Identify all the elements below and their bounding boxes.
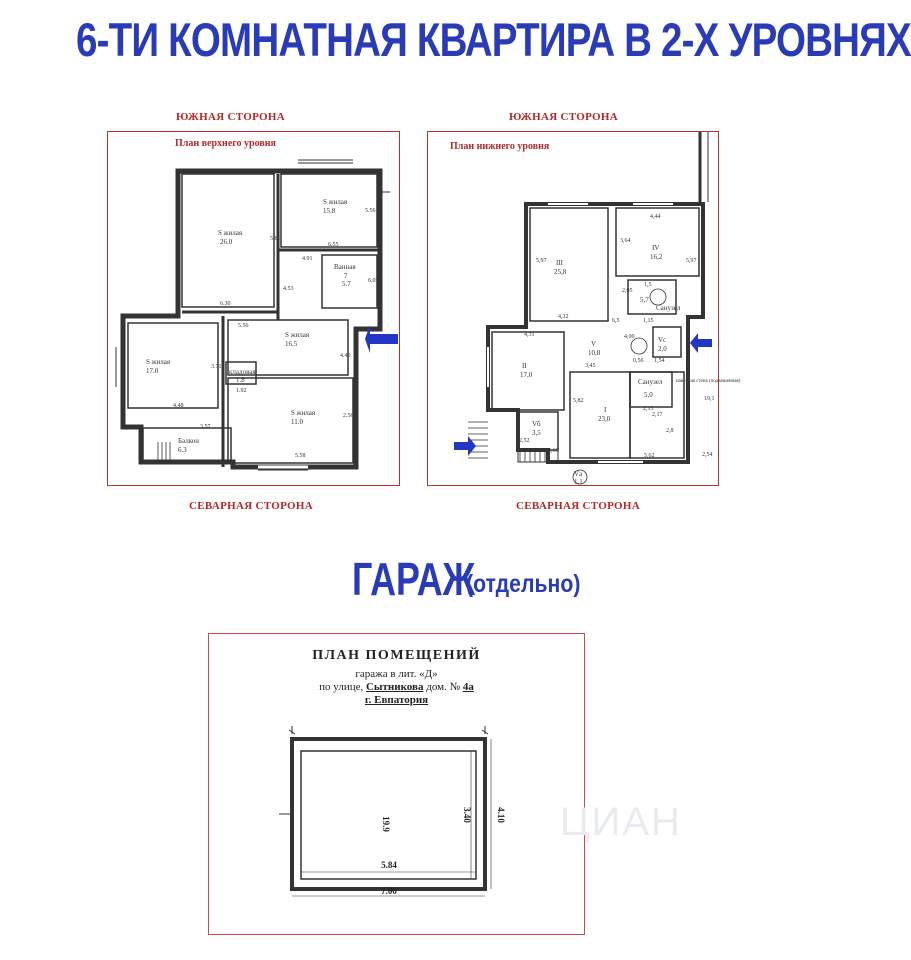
room-area: 2,0 [658,345,667,353]
dimension-label: 0,56 [633,358,644,364]
garage-area: 19.9 [381,816,391,832]
room-label: Санузел [638,378,663,386]
dimension-label: 2,8 [666,428,674,434]
dimension-label: 6.30 [220,301,231,307]
dimension-label: 2,52 [519,438,530,444]
room-label: Ѕ жилая [291,409,316,417]
dimension-label: 2,13 [643,406,654,412]
dimension-label: 4.40 [340,353,351,359]
room-label: Балкон [178,437,199,445]
room-label: кладовая [229,368,256,376]
garage-title: ГАРАЖ [352,553,476,605]
room-number: III [556,259,563,267]
room-number: V [591,340,597,348]
house-prefix: дом. № [426,681,461,693]
dimension-label: 4.91 [302,256,313,262]
room-area: 26.0 [220,238,233,246]
lower-south-label: ЮЖНАЯ СТОРОНА [509,111,618,123]
dimension-label: 19,1 [704,396,715,402]
room-number: IV [652,244,660,252]
room-area: 16.5 [285,340,298,348]
street-name: Сытникова [365,681,424,693]
dimension-label: 5.56 [365,208,376,214]
lower-north-label: СЕВАРНАЯ СТОРОНА [516,500,640,512]
dimension-label: 5,82 [573,398,584,404]
dimension-label: 4.53 [283,286,294,292]
dimension-label: 2,17 [652,412,663,418]
dimension-label: 2,05 [622,288,633,294]
room-number: II [522,362,527,370]
lower-floorplan-drawing [428,132,741,486]
upper-floorplan-drawing [108,132,399,485]
upper-plan-title: План верхнего уровня [175,138,276,149]
lower-plan-title: План нижнего уровня [450,141,550,152]
dimension-label: 4,44 [650,214,661,220]
garage-outer-width: 7.00 [381,886,397,896]
room-area: 23,0 [598,415,611,423]
room-area: 1,1 [574,478,583,486]
garage-inner-width: 5.84 [381,860,397,870]
room-area: 3,5 [532,429,541,437]
dimension-label: 4,00 [624,334,635,340]
dimension-label: 5,62 [644,453,655,459]
dimension-label: 6,5 [612,318,620,324]
city-name: г. Евпатория [364,694,429,706]
house-number: 4а [462,681,474,693]
dimension-label: 2,54 [702,452,713,458]
street-prefix: по улице, [319,681,364,693]
room-number: I [604,406,607,414]
room-area: 11.0 [291,418,303,426]
dimension-label: 1.92 [236,388,247,394]
dimension-label: 3,66 [548,448,559,454]
dimension-label: 3,64 [620,238,631,244]
garage-inner-height: 3.40 [462,807,472,823]
room-area: 1.8 [236,376,245,384]
dimension-label: 6.07 [368,278,379,284]
dimension-label: 4.48 [173,403,184,409]
dimension-label: 2.56 [343,413,354,419]
dimension-label: 3,45 [585,363,596,369]
room-area: 16,2 [650,253,663,261]
dimension-label: 3.71 [211,364,222,370]
room-area: 5,0 [644,391,653,399]
dimension-label: 5.81 [270,236,281,242]
watermark: ЦИАН [560,800,682,844]
upper-level-plan [107,131,400,486]
room-number: Vб [532,420,541,428]
garage-plan-heading: ПЛАН ПОМЕЩЕНИЙ [312,648,481,663]
dimension-label: 5,97 [536,258,547,264]
dimension-label: 1,15 [643,318,654,324]
upper-north-label: СЕВАРНАЯ СТОРОНА [189,500,313,512]
room-number: Vа [574,470,583,478]
dimension-label: 5.58 [295,453,306,459]
page-title: 6-ТИ КОМНАТНАЯ КВАРТИРА В 2-Х УРОВНЯХ [76,13,911,66]
room-area: 5.7 [342,280,351,288]
dimension-label: 3.57 [200,424,211,430]
lower-level-plan [427,131,741,486]
garage-note: (отдельно) [466,570,581,598]
dimension-label: 1,54 [654,358,665,364]
dimension-label: 5.56 [238,323,249,329]
garage-outer-height: 4.10 [496,807,506,823]
garage-plan [208,633,585,935]
wall-note: навесная стена (подвешенная) [676,379,741,384]
upper-south-label: ЮЖНАЯ СТОРОНА [176,111,285,123]
dimension-label: 4,31 [524,332,535,338]
room-label: Ѕ жилая [323,198,348,206]
dimension-label: 6.55 [328,242,339,248]
room-area: 17.0 [146,367,159,375]
room-area: 15.8 [323,207,336,215]
room-label: Ѕ жилая [146,358,171,366]
room-label: Ѕ жилая [218,229,243,237]
dimension-label: 1,5 [644,282,652,288]
room-area: 5,7 [640,296,649,304]
garage-drawing [209,634,584,934]
room-label: Ѕ жилая [285,331,310,339]
room-area: 6.3 [178,446,187,454]
garage-plan-line1: гаража в лит. «Д» [355,668,438,680]
room-label: 7 [344,272,348,280]
room-area: 10,8 [588,349,601,357]
room-label: Ванная [334,263,356,271]
dimension-label: 5,97 [686,258,697,264]
dimension-label: 4,32 [558,314,569,320]
room-area: 17,0 [520,371,533,379]
room-label: Санузел [656,304,681,312]
room-number: Vс [658,336,667,344]
room-area: 25,8 [554,268,567,276]
